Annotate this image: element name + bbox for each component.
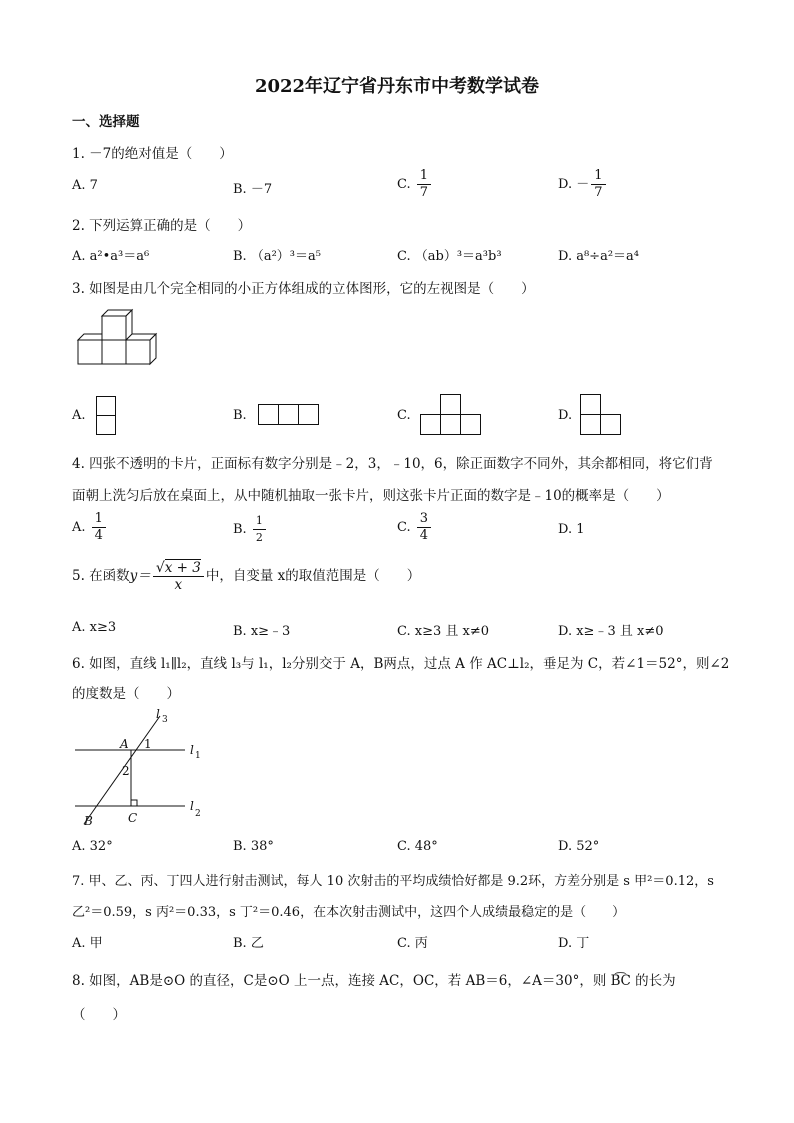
page-title: 2022年辽宁省丹东市中考数学试卷	[254, 76, 540, 97]
question-7-stem-line1: 7. 甲、乙、丙、丁四人进行射击测试，每人 10 次射击的平均成绩恰好都是 9.2环，方差分别是 s 甲²＝0.12，s	[72, 874, 714, 889]
q3-cube-figure	[78, 312, 158, 368]
q6-option-c: C. 48°	[397, 839, 438, 854]
label-l2: l	[190, 799, 194, 813]
q4-option-d: D. 1	[558, 522, 585, 537]
q7-option-c: C. 丙	[397, 936, 428, 951]
q5-option-a: A. x≥3	[72, 620, 117, 635]
q3-option-a: A.	[72, 408, 86, 423]
q6-option-d: D. 52°	[558, 839, 600, 854]
q4-option-b: B. $\frac{1}{2}$	[233, 513, 268, 546]
q3-option-b: B.	[233, 408, 247, 423]
label-l3: l	[156, 707, 160, 721]
q3-option-c: C.	[397, 408, 411, 423]
question-4-stem-line2: 面朝上洗匀后放在桌面上，从中随机抽取一张卡片，则这张卡片正面的数字是﹣10的概率是（ ）	[72, 488, 670, 504]
q2-option-c: C. （ab）³＝a³b³	[397, 249, 502, 264]
label-l3-sub: 3	[162, 715, 168, 725]
label-l2-sub: 2	[195, 809, 201, 819]
q6-geometry-figure	[70, 706, 210, 830]
q1-option-d: D. － $\frac{1}{7}$	[558, 168, 608, 201]
q2-option-b: B. （a²）³＝a⁵	[233, 249, 321, 264]
q2-option-d: D. a⁸÷a²＝a⁴	[558, 249, 640, 264]
label-A: A	[120, 737, 129, 751]
label-angle-1: 1	[144, 737, 152, 751]
question-7-stem-line2: 乙²＝0.59，s 丙²＝0.33，s 丁²＝0.46，在本次射击测试中，这四个人成绩最稳定的是（ ）	[72, 905, 626, 920]
q4-option-c: C. $\frac{3}{4}$	[397, 511, 433, 544]
label-angle-2: 2	[122, 764, 130, 778]
question-5-stem: 5. 在函数y＝ $\frac{√x + 3}{x}$ 中，自变量 x的取值范围是（ ）	[72, 560, 421, 593]
q1-option-a: A. 7	[72, 178, 98, 193]
q5-option-d: D. x≥﹣3 且 x≠0	[558, 624, 664, 639]
label-l1-sub: 1	[195, 751, 201, 761]
q7-option-b: B. 乙	[233, 936, 264, 951]
question-8-stem-line1: 8. 如图，AB是⊙O 的直径，C是⊙O 上一点，连接 AC，OC，若 AB＝6，∠A＝30°，则 B͡C 的长为	[72, 973, 676, 989]
question-4-stem-line1: 4. 四张不透明的卡片，正面标有数字分别是﹣2，3，﹣10，6，除正面数字不同外，其余都相同，将它们背	[72, 456, 713, 472]
label-B: B	[84, 814, 93, 828]
q3-option-b-view	[258, 404, 320, 426]
q1-option-c: C. $\frac{1}{7}$	[397, 168, 433, 201]
q2-option-a: A. a²•a³＝a⁶	[72, 249, 150, 264]
label-l1: l	[190, 743, 194, 757]
question-2-stem: 2. 下列运算正确的是（ ）	[72, 218, 252, 234]
question-1-stem: 1. －7的绝对值是（ ）	[72, 146, 233, 162]
q6-option-b: B. 38°	[233, 839, 274, 854]
q7-option-d: D. 丁	[558, 936, 590, 951]
q7-option-a: A. 甲	[72, 936, 103, 951]
section-heading: 一、选择题	[72, 114, 140, 130]
label-C: C	[128, 811, 138, 825]
q5-option-b: B. x≥﹣3	[233, 624, 291, 639]
question-6-stem-line1: 6. 如图，直线 l₁∥l₂，直线 l₃与 l₁，l₂分别交于 A，B两点，过点 A 作 AC⊥l₂，垂足为 C，若∠1＝52°，则∠2	[72, 656, 730, 672]
question-6-stem-line2: 的度数是（ ）	[72, 686, 180, 702]
q1-option-b: B. －7	[233, 182, 273, 197]
q4-option-a: A. $\frac{1}{4}$	[72, 511, 108, 544]
question-3-stem: 3. 如图是由几个完全相同的小正方体组成的立体图形，它的左视图是（ ）	[72, 281, 535, 297]
q3-option-c-view	[420, 394, 482, 436]
q3-option-d-view	[580, 394, 622, 436]
q3-option-d: D.	[558, 408, 573, 423]
q5-option-c: C. x≥3 且 x≠0	[397, 624, 490, 639]
q6-option-a: A. 32°	[72, 839, 113, 854]
question-8-stem-line2: （ ）	[72, 1007, 126, 1023]
q3-option-a-view	[96, 396, 116, 436]
